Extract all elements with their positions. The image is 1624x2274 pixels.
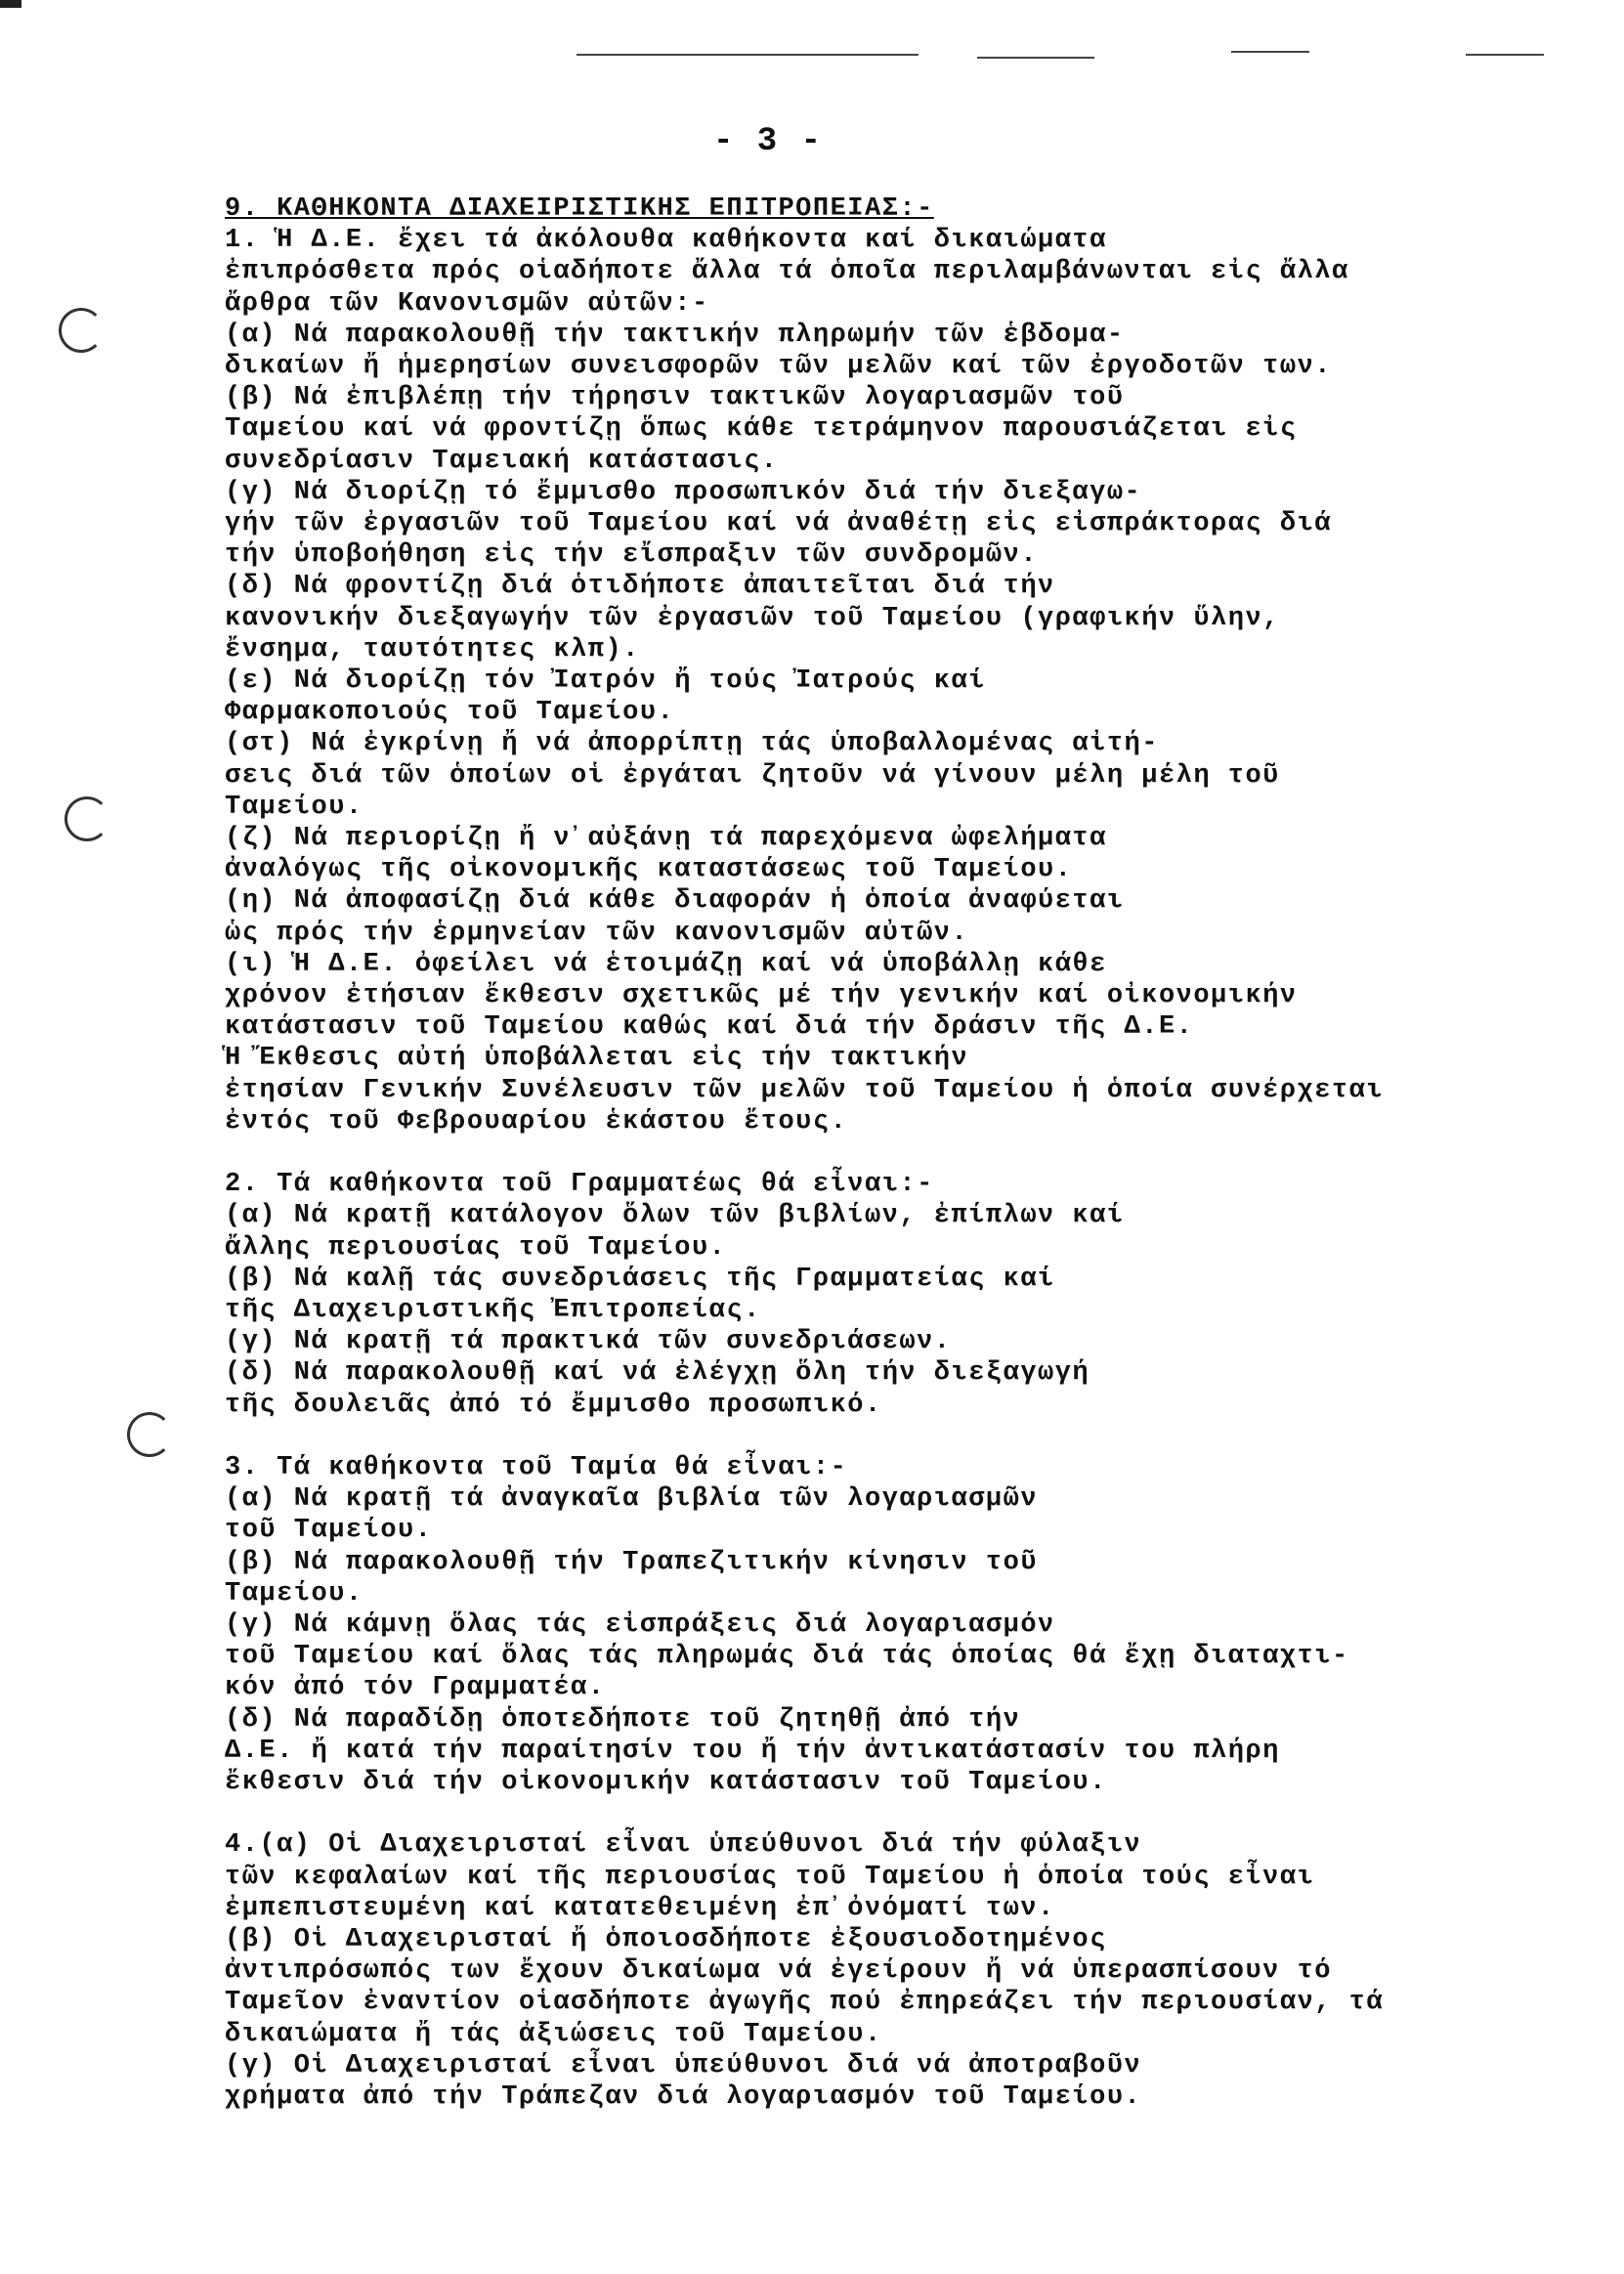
text-line: ἔνσημα, ταυτότητες κλπ). — [225, 634, 640, 665]
text-line: 2. Τά καθήκοντα τοῦ Γραμματέως θά εἶναι:- — [225, 1170, 934, 1200]
text-line: (ι) Ἡ Δ.Ε. ὀφείλει νά ἑτοιμάζῃ καί νά ὑποβάλλῃ κάθε — [225, 949, 1107, 979]
text-line: ἐτησίαν Γενικήν Συνέλευσιν τῶν μελῶν τοῦ Ταμείου ἡ ὁποία συνέρχεται — [225, 1075, 1385, 1105]
text-line: τῶν κεφαλαίων καί τῆς περιουσίας τοῦ Ταμείου ἡ ὁποία τούς εἶναι — [225, 1862, 1315, 1892]
text-line: Ταμεῖον ἐναντίον οἱασδήποτε ἀγωγῆς πού ἐπηρεάζει τήν περιουσίαν, τά — [225, 1988, 1385, 2018]
text-line: (η) Νά ἀποφασίζῃ διά κάθε διαφοράν ἡ ὁποία ἀναφύεται — [225, 886, 1125, 917]
scan-line — [1231, 51, 1309, 53]
text-line: Δ.Ε. ἤ κατά τήν παραίτησίν του ἤ τήν ἀντικατάστασίν του πλήρη — [225, 1736, 1280, 1766]
text-line: χρήματα ἀπό τήν Τράπεζαν διά λογαριασμόν τοῦ Ταμείου. — [225, 2082, 1142, 2112]
punch-hole — [127, 1412, 172, 1457]
text-line: χρόνον ἐτήσιαν ἔκθεσιν σχετικῶς μέ τήν γενικήν καί οἰκονομικήν — [225, 981, 1298, 1010]
page-number: - 3 - — [713, 123, 824, 160]
text-line: δικαιώματα ἤ τάς ἀξιώσεις τοῦ Ταμείου. — [225, 2019, 882, 2049]
text-line: (β) Νά παρακολουθῇ τήν Τραπεζιτικήν κίνησιν τοῦ — [225, 1547, 1039, 1577]
text-line: (β) Νά καλῇ τάς συνεδριάσεις τῆς Γραμματείας καί — [225, 1264, 1055, 1294]
text-line: τῆς Διαχειριστικῆς Ἐπιτροπείας. — [225, 1296, 761, 1325]
text-line: (γ) Νά διορίζῃ τό ἔμμισθο προσωπικόν διά τήν διεξαγω- — [225, 477, 1142, 507]
text-line: (α) Νά κρατῇ κατάλογον ὅλων τῶν βιβλίων, ἐπίπλων καί — [225, 1201, 1125, 1231]
text-line: τῆς δουλειᾶς ἀπό τό ἔμμισθο προσωπικό. — [225, 1390, 882, 1420]
text-line: ἄρθρα τῶν Κανονισμῶν αὐτῶν:- — [225, 288, 709, 319]
text-line: 1. Ἡ Δ.Ε. ἔχει τά ἀκόλουθα καθήκοντα καί δικαιώματα — [225, 226, 1107, 256]
text-line: τοῦ Ταμείου καί ὅλας τάς πληρωμάς διά τάς ὁποίας θά ἔχῃ διαταχτι- — [225, 1642, 1349, 1672]
scan-line — [1466, 54, 1544, 56]
text-line: (γ) Οἱ Διαχειρισταί εἶναι ὑπεύθυνοι διά νά ἀποτραβοῦν — [225, 2050, 1142, 2081]
text-line: ὡς πρός τήν ἑρμηνείαν τῶν κανονισμῶν αὐτῶν. — [225, 918, 969, 948]
punch-hole — [64, 796, 109, 841]
scan-line — [977, 57, 1094, 59]
text-line: ἀναλόγως τῆς οἰκονομικῆς καταστάσεως τοῦ Ταμείου. — [225, 855, 1073, 885]
corner-mark — [0, 0, 21, 8]
text-line: Φαρμακοποιούς τοῦ Ταμείου. — [225, 698, 675, 728]
text-line: τήν ὑποβοήθηση εἰς τήν εἴσπραξιν τῶν συνδρομῶν. — [225, 540, 1039, 571]
text-line: συνεδρίασιν Ταμειακή κατάστασις. — [225, 446, 779, 476]
section-heading: 9. ΚΑΘΗΚΟΝΤΑ ΔΙΑΧΕΙΡΙΣΤΙΚΗΣ ΕΠΙΤΡΟΠΕΙΑΣ:- — [225, 194, 934, 224]
text-line: Ἡ Ἔκθεσις αὐτή ὑποβάλλεται εἰς τήν τακτικήν — [225, 1044, 969, 1074]
text-line: (β) Οἱ Διαχειρισταί ἤ ὁποιοσδήποτε ἐξουσιοδοτημένος — [225, 1925, 1107, 1954]
text-line: σεις διά τῶν ὁποίων οἱ ἐργάται ζητοῦν νά γίνουν μέλη μέλη τοῦ — [225, 760, 1280, 791]
text-line: (ε) Νά διορίζῃ τόν Ἰατρόν ἤ τούς Ἰατρούς καί — [225, 666, 986, 696]
text-line: Ταμείου. — [225, 792, 363, 822]
text-line: (β) Νά ἐπιβλέπῃ τήν τήρησιν τακτικῶν λογαριασμῶν τοῦ — [225, 383, 1125, 413]
text-line: (δ) Νά φροντίζῃ διά ὁτιδήποτε ἀπαιτεῖται διά τήν — [225, 572, 1055, 602]
text-line: κατάστασιν τοῦ Ταμείου καθώς καί διά τήν δράσιν τῆς Δ.Ε. — [225, 1012, 1194, 1043]
text-line: τοῦ Ταμείου. — [225, 1516, 433, 1546]
text-line: ἀντιπρόσωπός των ἔχουν δικαίωμα νά ἐγείρουν ἤ νά ὑπερασπίσουν τό — [225, 1956, 1332, 1987]
text-line: ἐντός τοῦ Φεβρουαρίου ἑκάστου ἔτους. — [225, 1106, 848, 1137]
text-line: (ζ) Νά περιορίζῃ ἤ ν᾽αὐξάνῃ τά παρεχόμενα ὠφελήματα — [225, 824, 1107, 853]
text-line: 3. Τά καθήκοντα τοῦ Ταμία θά εἶναι:- — [225, 1453, 848, 1482]
text-line: Ταμείου καί νά φροντίζῃ ὅπως κάθε τετράμηνον παρουσιάζεται εἰς — [225, 414, 1298, 445]
text-line: γήν τῶν ἐργασιῶν τοῦ Ταμείου καί νά ἀναθέτῃ εἰς εἰσπράκτορας διά — [225, 509, 1332, 538]
text-line: 4.(α) Οἱ Διαχειρισταί εἶναι ὑπεύθυνοι διά τήν φύλαξιν — [225, 1830, 1142, 1861]
text-line: (στ) Νά ἐγκρίνῃ ἤ νά ἀπορρίπτῃ τάς ὑποβαλλομένας αἰτή- — [225, 729, 1159, 759]
text-line: δικαίων ἤ ἡμερησίων συνεισφορῶν τῶν μελῶν καί τῶν ἐργοδοτῶν των. — [225, 352, 1332, 381]
text-line: (α) Νά κρατῇ τά ἀναγκαῖα βιβλία τῶν λογαριασμῶν — [225, 1484, 1039, 1515]
text-line: ἐπιπρόσθετα πρός οἱαδήποτε ἄλλα τά ὁποῖα περιλαμβάνωνται εἰς ἄλλα — [225, 257, 1349, 287]
text-line: (γ) Νά κάμνῃ ὅλας τάς εἰσπράξεις διά λογαριασμόν — [225, 1610, 1055, 1640]
punch-hole — [59, 308, 104, 353]
text-line: κόν ἀπό τόν Γραμματέα. — [225, 1673, 606, 1703]
text-line: ἐμπεπιστευμένη καί κατατεθειμένη ἐπ᾽ὀνόματί των. — [225, 1893, 1055, 1923]
text-line: ἄλλης περιουσίας τοῦ Ταμείου. — [225, 1232, 727, 1263]
text-line: (γ) Νά κρατῇ τά πρακτικά τῶν συνεδριάσεων. — [225, 1327, 952, 1357]
text-line: ἔκθεσιν διά τήν οἰκονομικήν κατάστασιν τοῦ Ταμείου. — [225, 1768, 1107, 1797]
text-line: Ταμείου. — [225, 1578, 363, 1609]
text-line: (δ) Νά παραδίδῃ ὁποτεδήποτε τοῦ ζητηθῇ ἀπό τήν — [225, 1704, 1021, 1735]
text-line: (α) Νά παρακολουθῇ τήν τακτικήν πληρωμήν τῶν ἑβδομα- — [225, 320, 1125, 350]
text-line: κανονικήν διεξαγωγήν τῶν ἐργασιῶν τοῦ Ταμείου (γραφικήν ὕλην, — [225, 603, 1280, 633]
scan-line — [577, 54, 919, 56]
text-line: (δ) Νά παρακολουθῇ καί νά ἐλέγχῃ ὅλη τήν διεξαγωγή — [225, 1358, 1090, 1389]
